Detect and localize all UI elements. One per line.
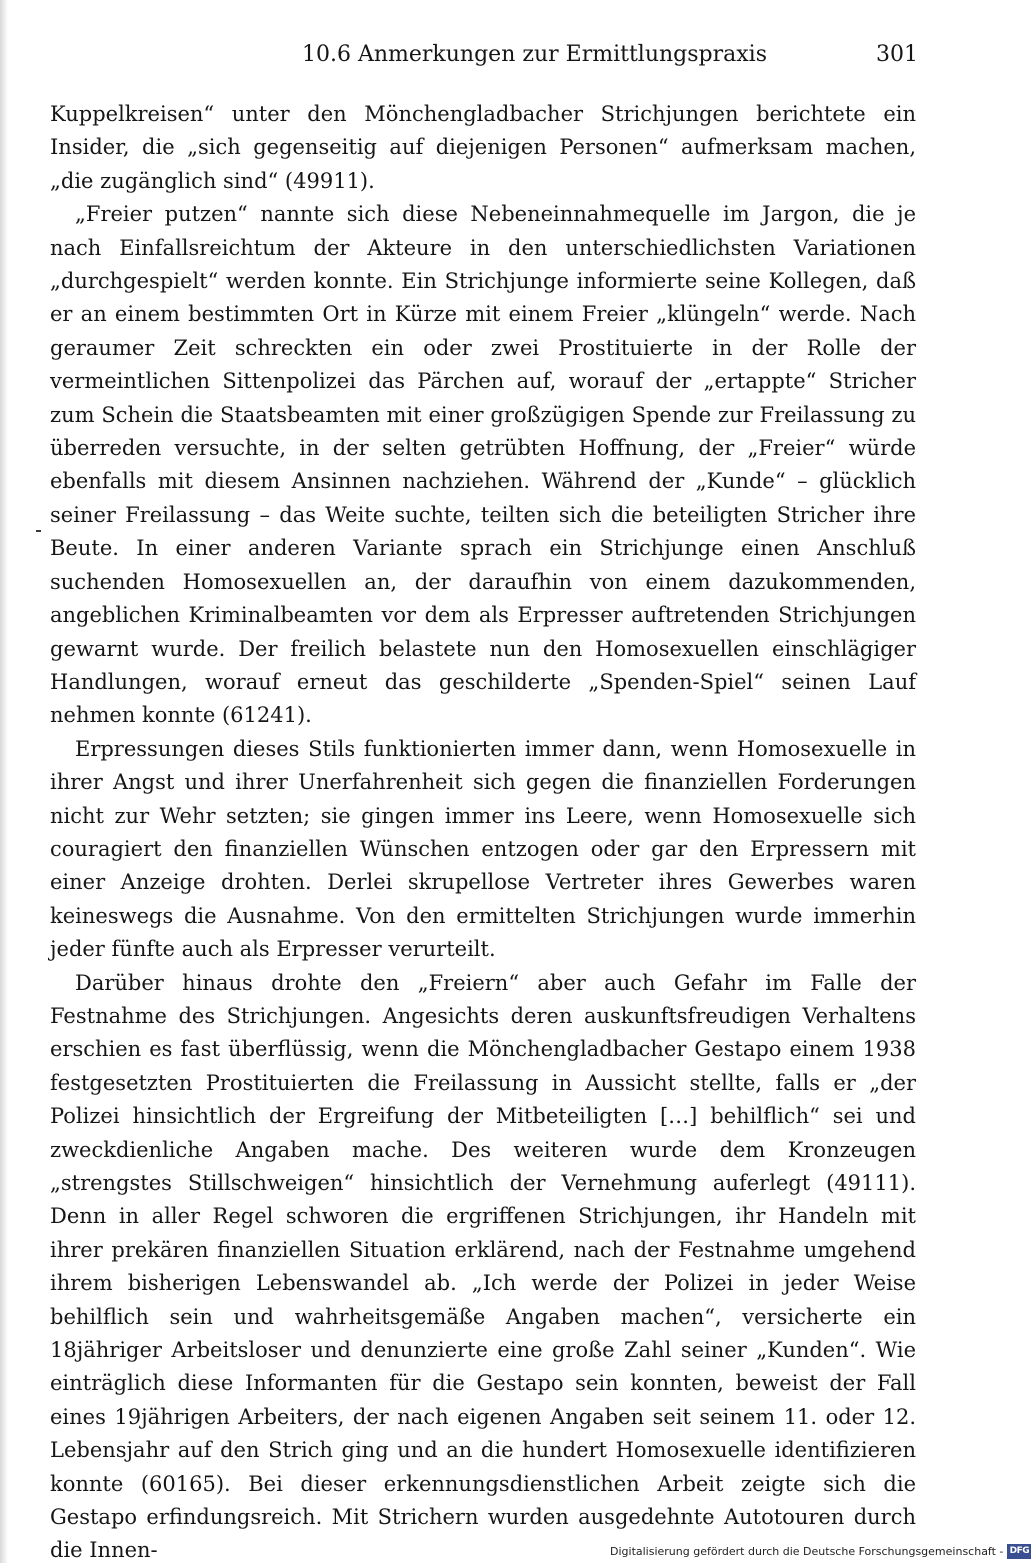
paragraph-2: „Freier putzen“ nannte sich diese Nebeneinnahmequelle im Jargon, die je nach Einfallsreichtum der Akteure in den unterschiedlichsten Variationen „durchgespielt“ werden konnte. Ein Strichjunge informierte seine Kollegen, daß er an einem bestimmten Ort in Kürze mit einem Freier „klüngeln“ werde. Nach geraumer Zeit schreckten ein oder zwei Prostituierte in der Rolle der vermeintlichen Sittenpolizei das Pärchen auf, worauf der „ertappte“ Stricher zum Schein die Staatsbeamten mit einer großzügigen Spende zur Freilassung zu überreden versuchte, in der selten getrübten Hoffnung, der „Freier“ würde ebenfalls mit diesem Ansinnen nachziehen. Während der „Kunde“ – glücklich seiner Freilassung – das Weite suchte, teilten sich die beteiligten Stricher ihre Beute. In einer anderen Variante sprach ein Strichjunge einen Anschluß suchenden Homosexuellen an, der daraufhin von einem dazukommenden, angeblichen Kriminalbeamten vor dem als Erpresser auftretenden Strichjungen gewarnt wurde. Der freilich belastete nun den Homosexuellen einschlägiger Handlungen, worauf erneut das geschilderte „Spenden-Spiel“ seinen Lauf nehmen konnte (61241). bbox=[50, 202, 916, 728]
margin-mark bbox=[36, 530, 41, 532]
digitization-footer bbox=[610, 1541, 1031, 1561]
page-edge-shadow bbox=[0, 0, 8, 1563]
footer-credit: Digitalisierung gefördert durch die Deutsche Forschungsgemeinschaft - bbox=[610, 1544, 1004, 1558]
paragraph-3: Erpressungen dieses Stils funktionierten immer dann, wenn Homosexuelle in ihrer Angst und ihrer Unerfahrenheit sich gegen die finanziellen Forderungen nicht zur Wehr setzten; sie gingen immer ins Leere, wenn Homosexuelle sich couragiert den finanziellen Wünschen entzogen oder gar den Erpressern mit einer Anzeige drohten. Derlei skrupellose Vertreter ihres Gewerbes waren keineswegs die Ausnahme. Von den ermittelten Strichjungen wurde immerhin jeder fünfte auch als Erpresser verurteilt. bbox=[50, 736, 916, 962]
page-number: 301 bbox=[876, 42, 918, 67]
chapter-heading: 10.6 Anmerkungen zur Ermittlungspraxis bbox=[302, 42, 767, 67]
dfg-logo bbox=[1007, 1544, 1031, 1559]
body-text bbox=[50, 98, 916, 1568]
dfg-logo-label: DFG bbox=[1009, 1546, 1030, 1556]
paragraph-1: Kuppelkreisen“ unter den Mönchengladbacher Strichjungen berichtete ein Insider, die „sich gegenseitig auf diejenigen Personen“ aufmerksam machen, „die zugänglich sind“ (49911). bbox=[50, 102, 916, 193]
running-header bbox=[0, 40, 1000, 74]
paragraph-4: Darüber hinaus drohte den „Freiern“ aber auch Gefahr im Falle der Festnahme des Strichjungen. Angesichts deren auskunftsfreudigen Verhaltens erschien es fast überflüssig, wenn die Mönchengladbacher Gestapo einem 1938 festgesetzten Prostituierten die Freilassung in Aussicht stellte, falls er „der Polizei hinsichtlich der Ergreifung der Mitbeteiligten […] behilflich“ sei und zweckdienliche Angaben mache. Des weiteren wurde dem Kronzeugen „strengstes Stillschweigen“ hinsichtlich der Vernehmung auferlegt (49111). Denn in aller Regel schworen die ergriffenen Strichjungen, ihr Handeln mit ihrer prekären finanziellen Situation erklärend, nach der Festnahme umgehend ihrem bisherigen Lebenswandel ab. „Ich werde der Polizei in jeder Weise behilflich sein und wahrheitsgemäße Angaben machen“, versicherte ein 18jähriger Arbeitsloser und denunzierte eine große Zahl seiner „Kunden“. Wie einträglich diese Informanten für die Gestapo sein konnten, beweist der Fall eines 19jährigen Arbeiters, der nach eigenen Angaben seit seinem 11. oder 12. Lebensjahr auf den Strich ging und an die hundert Homosexuelle identifizieren konnte (60165). Bei dieser erkennungsdienstlichen Arbeit zeigte sich die Gestapo erfindungsreich. Mit Strichern wurden ausgedehnte Autotouren durch die Innen- bbox=[50, 970, 916, 1563]
